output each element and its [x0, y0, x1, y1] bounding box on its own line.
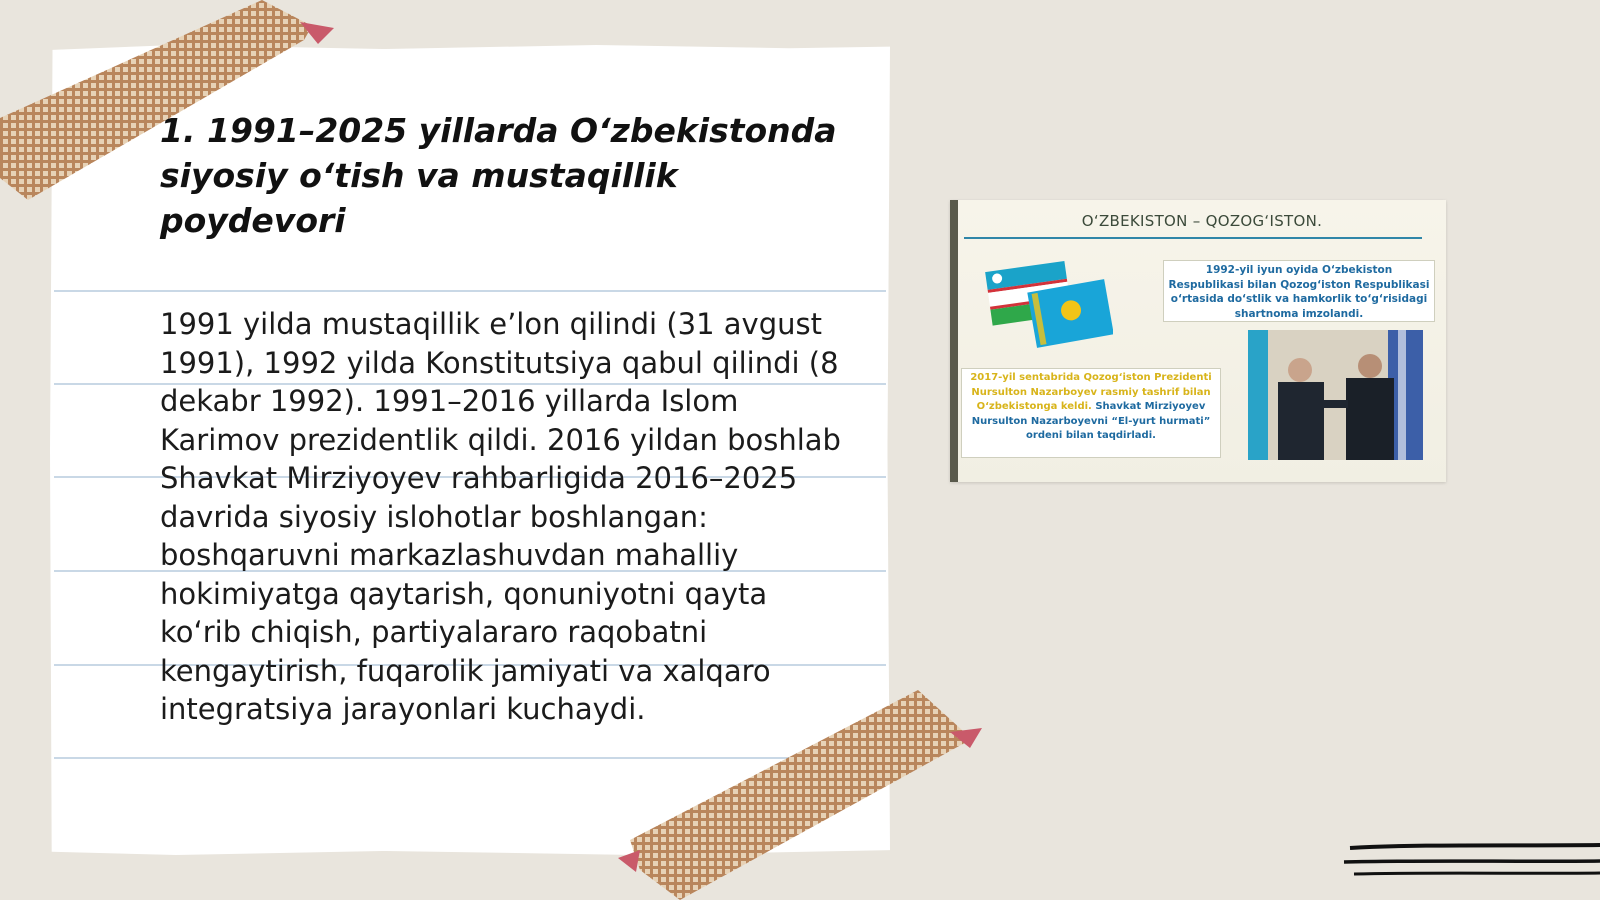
leaders-handshake-image	[1248, 330, 1423, 460]
photo-caption-treaty: 1992-yil iyun oyida O‘zbekiston Respublikasi bilan Qozog‘iston Respublikasi o‘rtasida do‘stlik va hamkorlik to‘g‘risidagi shartnoma imzolandi.	[1163, 260, 1435, 322]
decorative-brush-lines	[1340, 840, 1600, 890]
flags-icon	[983, 255, 1113, 350]
decorative-tape-bottom	[610, 690, 990, 900]
photo-header: O‘ZBEKISTON – QOZOG‘ISTON.	[1081, 212, 1323, 230]
photo-caption-visit-highlight: 2017-yil sentabrida Qozog‘iston Prezidenti Nursulton Nazarboyev rasmiy tashrif bilan O‘zbekistonga keldi.	[970, 372, 1212, 412]
slide-body-text: 1991 yilda mustaqillik e’lon qilindi (31 avgust 1991), 1992 yilda Konstitutsiya qabul qilindi (8 dekabr 1992). 1991–2016 yillarda Islom Karimov prezidentlik qildi. 2016 yildan boshlab Shavkat Mirziyoyev rahbarligida 2016–2025 davrida siyosiy islohotlar boshlangan: boshqaruvni markazlashuvdan mahalliy hokimiyatga qaytarish, qonuniyotni qayta ko‘rib chiqish, partiyalararo raqobatni kengaytirish, fuqarolik jamiyati va xalqaro integratsiya jarayonlari kuchaydi.	[160, 307, 841, 726]
photo-caption-visit	[961, 368, 1221, 458]
slide-title: 1. 1991–2025 yillarda O‘zbekistonda siyosiy o‘tish va mustaqillik poydevori	[160, 111, 837, 240]
paper-rule-line	[54, 290, 886, 292]
photo-caption-visit-names: Shavkat Mirziyoyev Nursulton Nazarboyevni “El-yurt hurmati” ordeni bilan taqdirladi.	[971, 401, 1211, 441]
slide-photo	[950, 200, 1446, 482]
decorative-tape-top-left	[0, 0, 340, 210]
photo-header-rule	[964, 237, 1422, 239]
